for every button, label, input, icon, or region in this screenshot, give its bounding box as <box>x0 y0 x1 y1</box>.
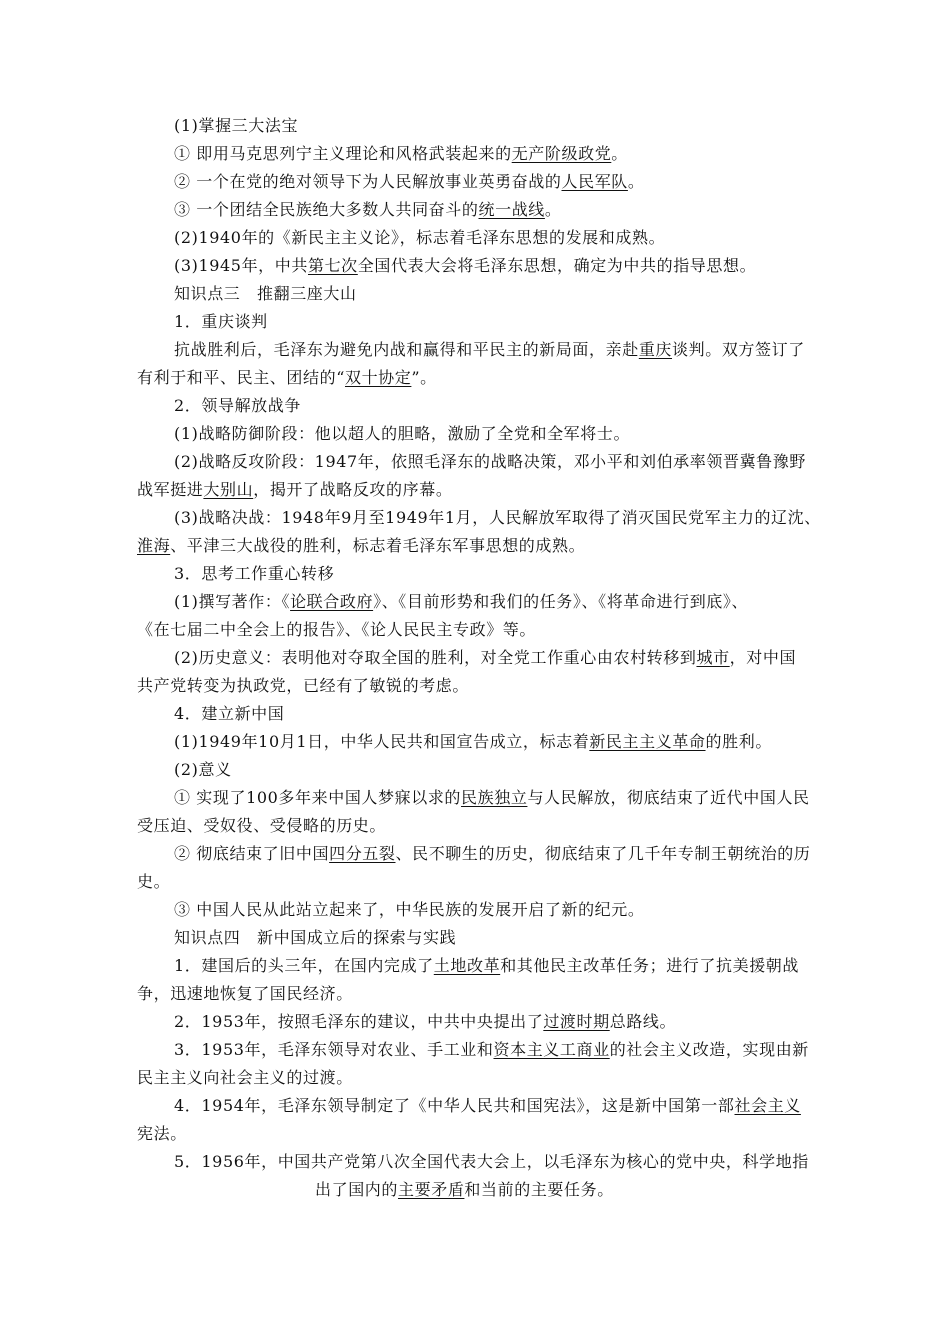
text-segment: 抗战胜利后，毛泽东为避免内战和赢得和平民主的新局面，亲赴 <box>174 340 639 359</box>
text-segment: 和当前的主要任务。 <box>464 1180 614 1199</box>
text-segment: 3．思考工作重心转移 <box>174 564 335 583</box>
text-segment: 》、《目前形势和我们的任务》、《将革命进行到底》、 <box>373 592 749 611</box>
text-line <box>0 564 950 584</box>
text-segment: 总路线。 <box>609 1012 677 1031</box>
text-segment: (2)战略反攻阶段：1947年，依照毛泽东的战略决策，邓小平和刘伯承率领晋冀鲁豫野 <box>174 452 806 471</box>
underlined-answer: 无产阶级政党 <box>511 144 612 163</box>
text-line <box>0 732 950 752</box>
underlined-answer: 重庆 <box>638 340 673 359</box>
text-segment: 的胜利。 <box>705 732 772 751</box>
text-segment: ② 彻底结束了旧中国 <box>174 844 330 863</box>
text-segment: 史。 <box>137 872 171 891</box>
text-segment: 2．1953年，按照毛泽东的建议，中共中央提出了 <box>174 1012 544 1031</box>
text-line <box>0 956 950 976</box>
underlined-answer: 土地改革 <box>433 956 501 975</box>
text-line <box>0 928 950 948</box>
text-segment: 3．1953年，毛泽东领导对农业、手工业和 <box>174 1040 494 1059</box>
text-segment: 4．1954年，毛泽东领导制定了《中华人民共和国宪法》，这是新中国第一部 <box>174 1096 735 1115</box>
underlined-answer: 双十协定 <box>344 368 412 387</box>
text-line <box>0 816 950 836</box>
underlined-answer: 新民主主义革命 <box>589 732 706 751</box>
text-segment: 4．建立新中国 <box>174 704 285 723</box>
text-segment: 共产党转变为执政党，已经有了敏锐的考虑。 <box>137 676 470 695</box>
text-line <box>0 536 950 556</box>
text-segment: 1．建国后的头三年，在国内完成了 <box>174 956 434 975</box>
underlined-answer: 过渡时期 <box>543 1012 610 1031</box>
text-segment: 。 <box>627 172 645 191</box>
text-segment: 受压迫、受奴役、受侵略的历史。 <box>137 816 387 835</box>
text-line <box>0 340 950 360</box>
text-line <box>0 872 950 892</box>
text-segment: 《在七届二中全会上的报告》、《论人民民主专政》等。 <box>137 620 537 639</box>
underlined-answer: 论联合政府 <box>290 592 374 611</box>
text-line <box>0 676 950 696</box>
text-segment: 。 <box>544 200 562 219</box>
text-segment: (1)1949年10月1日，中华人民共和国宣告成立，标志着 <box>174 732 590 751</box>
text-line <box>0 228 950 248</box>
text-segment: 5．1956年，中国共产党第八次全国代表大会上，以毛泽东为核心的党中央，科学地指 <box>174 1152 809 1171</box>
underlined-answer: 社会主义 <box>734 1096 801 1115</box>
text-segment: 争，迅速地恢复了国民经济。 <box>137 984 353 1003</box>
text-segment: 2．领导解放战争 <box>174 396 301 415</box>
text-segment: 民主主义向社会主义的过渡。 <box>137 1068 353 1087</box>
text-line <box>0 396 950 416</box>
text-line <box>0 452 950 472</box>
text-segment: (3)战略决战：1948年9月至1949年1月，人民解放军取得了消灭国民党军主力的辽沈、 <box>174 508 821 527</box>
text-segment: 谈判。双方签订了 <box>672 340 805 359</box>
text-segment: 宪法。 <box>137 1124 187 1143</box>
text-segment: ，揭开了战略反攻的序幕。 <box>253 480 453 499</box>
text-line <box>0 592 950 612</box>
underlined-answer: 统一战线 <box>478 200 545 219</box>
underlined-answer: 民族独立 <box>461 788 528 807</box>
text-segment: 与人民解放，彻底结束了近代中国人民 <box>527 788 810 807</box>
text-segment: ，对中国 <box>729 648 797 667</box>
text-line <box>0 200 950 220</box>
text-line <box>0 788 950 808</box>
text-line <box>0 844 950 864</box>
text-segment: (1)撰写著作：《 <box>174 592 291 611</box>
text-line <box>0 480 950 500</box>
underlined-answer: 第七次 <box>307 256 358 275</box>
text-segment: (2)1940年的《新民主主义论》，标志着毛泽东思想的发展和成熟。 <box>174 228 666 247</box>
underlined-answer: 四分五裂 <box>329 844 396 863</box>
text-segment: 、平津三大战役的胜利，标志着毛泽东军事思想的成熟。 <box>170 536 586 555</box>
underlined-answer: 大别山 <box>203 480 254 499</box>
text-line <box>0 1068 950 1088</box>
text-line <box>0 284 950 304</box>
text-segment: (2)意义 <box>174 760 232 779</box>
text-line <box>0 144 950 164</box>
underlined-answer: 人民军队 <box>561 172 628 191</box>
text-segment: 1．重庆谈判 <box>174 312 268 331</box>
text-segment: ① 实现了100多年来中国人梦寐以求的 <box>174 788 462 807</box>
text-segment: ① 即用马克思列宁主义理论和风格武装起来的 <box>174 144 512 163</box>
text-segment: 的社会主义改造，实现由新 <box>609 1040 809 1059</box>
text-segment: 全国代表大会将毛泽东思想，确定为中共的指导思想。 <box>357 256 757 275</box>
text-line <box>0 116 950 136</box>
text-line <box>0 648 950 668</box>
text-line <box>0 368 950 388</box>
text-line <box>0 256 950 276</box>
text-segment: 知识点三 推翻三座大山 <box>174 284 357 303</box>
text-line <box>0 1012 950 1032</box>
underlined-answer: 资本主义工商业 <box>493 1040 610 1059</box>
underlined-answer: 主要矛盾 <box>398 1180 465 1199</box>
underlined-answer: 城市 <box>696 648 730 667</box>
text-line <box>0 508 950 528</box>
text-line <box>0 312 950 332</box>
text-segment: (1)战略防御阶段：他以超人的胆略，激励了全党和全军将士。 <box>174 424 631 443</box>
text-segment: ③ 一个团结全民族绝大多数人共同奋斗的 <box>174 200 479 219</box>
text-segment: 。 <box>611 144 628 163</box>
text-line <box>0 1180 950 1200</box>
text-line <box>0 1096 950 1116</box>
text-segment: ”。 <box>411 368 437 387</box>
text-segment: 有利于和平、民主、团结的“ <box>137 368 345 387</box>
text-segment: 和其他民主改革任务；进行了抗美援朝战 <box>500 956 799 975</box>
underlined-answer: 淮海 <box>137 536 171 555</box>
text-segment: 战军挺进 <box>137 480 204 499</box>
text-line <box>0 1152 950 1172</box>
text-line <box>0 1124 950 1144</box>
text-segment: 、民不聊生的历史，彻底结束了几千年专制王朝统治的历 <box>395 844 811 863</box>
text-segment: 出了国内的 <box>315 1180 399 1199</box>
text-segment: ② 一个在党的绝对领导下为人民解放事业英勇奋战的 <box>174 172 562 191</box>
text-line <box>0 172 950 192</box>
text-line <box>0 900 950 920</box>
text-line <box>0 424 950 444</box>
text-segment: 知识点四 新中国成立后的探索与实践 <box>174 928 457 947</box>
text-segment: (3)1945年，中共 <box>174 256 308 275</box>
text-segment: ③ 中国人民从此站立起来了，中华民族的发展开启了新的纪元。 <box>174 900 645 919</box>
text-line <box>0 1040 950 1060</box>
text-segment: (2)历史意义：表明他对夺取全国的胜利，对全党工作重心由农村转移到 <box>174 648 697 667</box>
text-line <box>0 704 950 724</box>
text-line <box>0 620 950 640</box>
text-segment: (1)掌握三大法宝 <box>174 116 299 135</box>
text-line <box>0 984 950 1004</box>
text-line <box>0 760 950 780</box>
